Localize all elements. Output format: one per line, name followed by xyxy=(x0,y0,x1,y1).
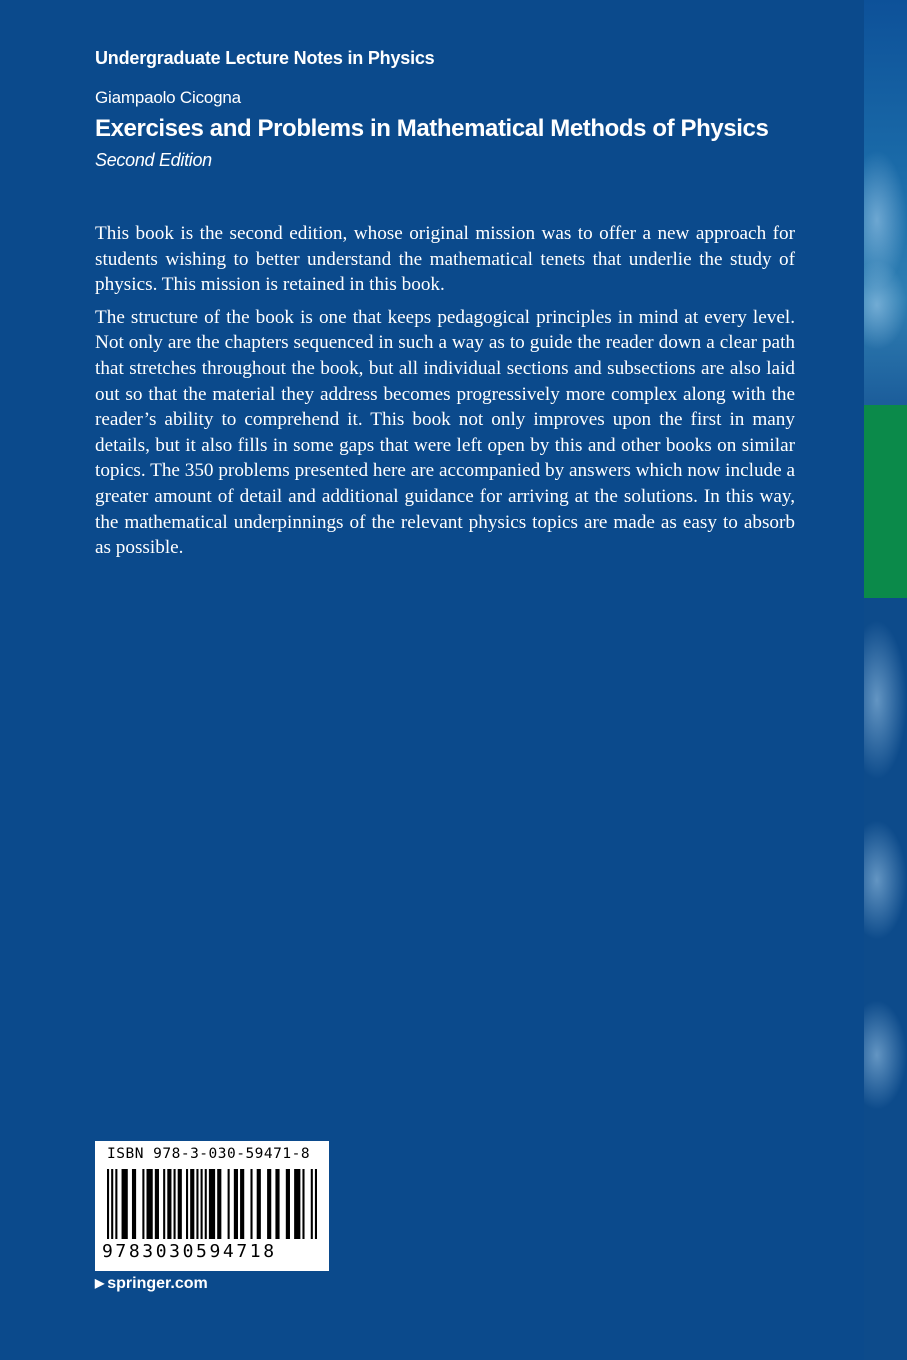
isbn-barcode xyxy=(95,1141,329,1271)
blurb-paragraph: This book is the second edition, whose original mission was to offer a new approach for students wishing to better understand the mathematical tenets that underlie the study of physics. This mission is retained in this book. xyxy=(95,223,795,296)
isbn-label: ISBN 978-3-030-59471-8 xyxy=(107,1146,311,1162)
barcode-bar xyxy=(107,1169,109,1239)
blurb-paragraph: The structure of the book is one that keeps pedagogical principles in mind at every level. Not only are the chapters sequenced in such a way as to guide the reader down a clear path that stretches throughout the book, but all individual sections and subsections are also laid out so that the material they address becomes progressively more complex along with the reader’s ability to comprehend it. This book not only improves upon the first in many details, but it also fills in some gaps that were left open by this and other books on similar topics. The 350 problems presented here are accompanied by answers which now include a greater amount of detail and additional guidance for arriving at the solutions. In this way, the mathematical underpinnings of the relevant physics topics are made as easy to absorb as possible. xyxy=(95,306,795,559)
barcode-bar xyxy=(275,1169,279,1239)
edition-label: Second Edition xyxy=(95,150,212,170)
barcode-bar xyxy=(167,1169,171,1239)
spine-edge-image xyxy=(864,0,907,1360)
barcode-bar xyxy=(115,1169,117,1239)
book-title: Exercises and Problems in Mathematical Methods of Physics xyxy=(95,115,769,142)
barcode-bar xyxy=(122,1169,128,1239)
barcode-bar xyxy=(311,1169,313,1239)
barcode-bar xyxy=(294,1169,300,1239)
barcode-bar xyxy=(132,1169,136,1239)
author-name: Giampaolo Cicogna xyxy=(95,88,241,107)
barcode-bar xyxy=(240,1169,244,1239)
barcode-bar xyxy=(205,1169,207,1239)
barcode-bar xyxy=(174,1169,176,1239)
barcode-digits: 9783030594718 xyxy=(102,1241,277,1262)
barcode-bar xyxy=(267,1169,271,1239)
barcode-bar xyxy=(257,1169,261,1239)
barcode-bar xyxy=(315,1169,317,1239)
publisher-link[interactable] xyxy=(95,1275,208,1293)
barcode-bar xyxy=(234,1169,238,1239)
blurb-text xyxy=(95,221,795,568)
barcode-bar xyxy=(163,1169,165,1239)
triangle-right-icon: ▶ xyxy=(95,1276,105,1290)
barcode-bar xyxy=(178,1169,182,1239)
spine-accent-band xyxy=(864,405,907,598)
barcode-bar xyxy=(201,1169,203,1239)
barcode-bar xyxy=(186,1169,188,1239)
publisher-url: springer.com xyxy=(107,1275,208,1292)
barcode-bar xyxy=(142,1169,144,1239)
barcode-bar xyxy=(286,1169,290,1239)
series-title: Undergraduate Lecture Notes in Physics xyxy=(95,48,435,68)
barcode-bar xyxy=(217,1169,221,1239)
barcode-bar xyxy=(147,1169,153,1239)
barcode-bar xyxy=(228,1169,230,1239)
barcode-bar xyxy=(302,1169,304,1239)
barcode-bar xyxy=(209,1169,215,1239)
barcode-bar xyxy=(111,1169,113,1239)
barcode-bars xyxy=(107,1169,317,1239)
barcode-bar xyxy=(250,1169,252,1239)
barcode-bar xyxy=(190,1169,194,1239)
barcode-bar xyxy=(196,1169,198,1239)
barcode-bar xyxy=(155,1169,159,1239)
